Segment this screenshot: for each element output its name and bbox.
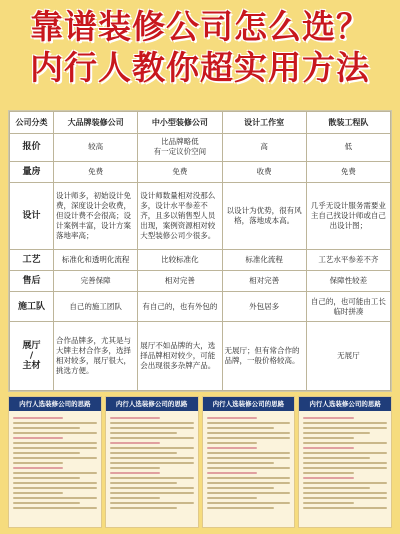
panel-heading: 内行人选装修公司的思路 <box>9 397 101 411</box>
table-header-cell: 大品牌装修公司 <box>54 112 138 134</box>
tips-panel <box>298 396 392 528</box>
comparison-table-card <box>8 110 392 392</box>
tips-panels <box>8 396 392 528</box>
table-cell: 比品牌略低 有一定议价空间 <box>138 134 222 162</box>
table-cell: 设计师数量相对没那么多，设计水平参差不齐，且多以销售型人员出现，案例资源相对较大型装修公司少很多。 <box>138 183 222 249</box>
table-cell: 高 <box>222 134 306 162</box>
table-cell: 比较标准化 <box>138 249 222 270</box>
table-cell: 相对完善 <box>138 271 222 292</box>
tips-panel <box>202 396 296 528</box>
table-cell: 设计师多，初始设计免费，深度设计会收费，但设计费不会很高；设计案例丰富，设计方案落地率高； <box>54 183 138 249</box>
table-cell: 有自己的，也有外包的 <box>138 292 222 322</box>
table-cell: 无展厅；但有常合作的品牌，一般价格较高。 <box>222 322 306 391</box>
table-header-cell: 公司分类 <box>10 112 54 134</box>
page-title: 靠谱装修公司怎么选？ <box>30 7 370 46</box>
table-row <box>10 292 391 322</box>
table-cell: 完善保障 <box>54 271 138 292</box>
table-cell: 自己的施工团队 <box>54 292 138 322</box>
row-label: 售后 <box>10 271 54 292</box>
row-label: 设计 <box>10 183 54 249</box>
panel-heading: 内行人选装修公司的思路 <box>203 397 295 411</box>
row-label: 报价 <box>10 134 54 162</box>
table-cell: 以设计为优势，很有风格，落地成本高。 <box>222 183 306 249</box>
table-header-cell: 设计工作室 <box>222 112 306 134</box>
page-subtitle: 内行人教你超实用方法 <box>30 48 370 87</box>
row-label: 施工队 <box>10 292 54 322</box>
panel-heading: 内行人选装修公司的思路 <box>299 397 391 411</box>
table-header-cell: 散装工程队 <box>306 112 390 134</box>
table-cell: 展厅不如品牌的大，选择品牌相对较少，可能会出现很多杂牌产品。 <box>138 322 222 391</box>
table-cell: 免费 <box>138 161 222 182</box>
row-label: 展厅 / 主材 <box>10 322 54 391</box>
table-cell: 免费 <box>306 161 390 182</box>
panel-body <box>106 411 198 515</box>
table-row <box>10 271 391 292</box>
table-row <box>10 183 391 249</box>
table-cell: 几乎无设计服务需要业主自己找设计师或自己出设计图； <box>306 183 390 249</box>
table-cell: 工艺水平参差不齐 <box>306 249 390 270</box>
row-label: 量房 <box>10 161 54 182</box>
tips-panel <box>8 396 102 528</box>
panel-body <box>9 411 101 515</box>
table-row <box>10 322 391 391</box>
panel-heading: 内行人选装修公司的思路 <box>106 397 198 411</box>
table-cell: 保障性较差 <box>306 271 390 292</box>
table-cell: 收费 <box>222 161 306 182</box>
comparison-table <box>9 111 391 391</box>
tips-panel <box>105 396 199 528</box>
table-cell: 低 <box>306 134 390 162</box>
panel-body <box>203 411 295 515</box>
table-cell: 无展厅 <box>306 322 390 391</box>
table-cell: 外包居多 <box>222 292 306 322</box>
table-header-row <box>10 112 391 134</box>
table-cell: 相对完善 <box>222 271 306 292</box>
table-row <box>10 249 391 270</box>
panel-body <box>299 411 391 515</box>
table-cell: 标准化流程 <box>222 249 306 270</box>
table-header-cell: 中小型装修公司 <box>138 112 222 134</box>
table-row <box>10 134 391 162</box>
table-row <box>10 161 391 182</box>
table-cell: 标准化和透明化流程 <box>54 249 138 270</box>
table-cell: 合作品牌多，尤其是与大牌主材合作多，选择相对较多，展厅很大，挑选方便。 <box>54 322 138 391</box>
table-cell: 免费 <box>54 161 138 182</box>
row-label: 工艺 <box>10 249 54 270</box>
table-cell: 自己的，也可能由工长临时拼凑 <box>306 292 390 322</box>
table-cell: 较高 <box>54 134 138 162</box>
title-block <box>0 8 400 88</box>
